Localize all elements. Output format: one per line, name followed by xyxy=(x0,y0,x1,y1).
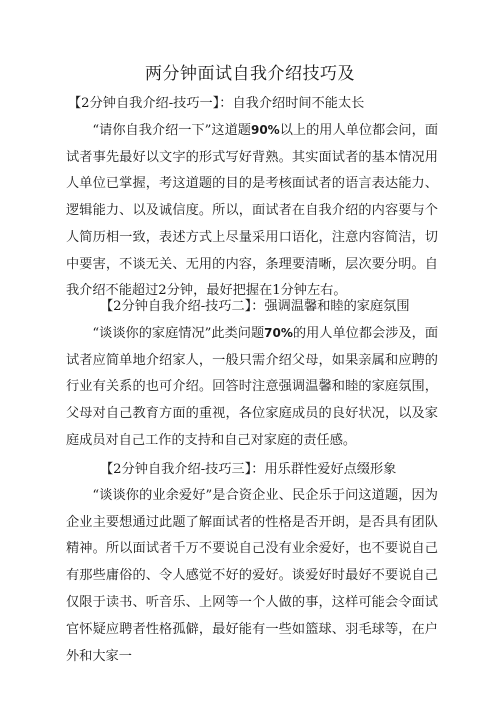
section-heading-2: 【2分钟自我介绍-技巧二】：强调温馨和睦的家庭氛围 xyxy=(100,299,410,314)
paragraph-2-number: 70% xyxy=(264,326,293,340)
paragraph-1-part-b: 以上的用人单位都会问，面试者事先最好以文字的形式写好背熟。其实面试者的基本情况用人单位已掌握，考这道题的目的是考核面试者的语言表达能力、逻辑能力、以及诚信度。所以，面试者在自我介绍的内容要与个人简历相一致，表述方式上尽量采用口语化，注意内容简洁，切中要害，不谈无关、无用的内容，条理要清晰，层次要分明。自我介绍不能超过2分钟，最好把握在1分钟左右。 xyxy=(66,123,439,299)
paragraph-2-part-a: “谈谈你的家庭情况”此类问题 xyxy=(92,326,265,341)
paragraph-1 xyxy=(66,117,438,305)
paragraph-2 xyxy=(66,320,438,455)
section-heading-3: 【2分钟自我介绍-技巧三】：用乐群性爱好点缀形象 xyxy=(100,462,397,477)
paragraph-3-part-a: “谈谈你的业余爱好”是合资企业、民企乐于问这道题，因为企业主要想通过此题了解面试者的性格是否开朗，是否具有团队精神。所以面试者千万不要说自己没有业余爱好，也不要说自己有那些庸俗的、令人感觉不好的爱好。谈爱好时最好不要说自己仅限于读书、听音乐、上网等一个人做的事，这样可能会令面试官怀疑应聘者性格孤僻，最好能有一些如篮球、羽毛球等，在户外和大家一 xyxy=(66,488,438,665)
section-body-1 xyxy=(66,117,438,305)
paragraph-3 xyxy=(66,483,438,671)
section-body-3 xyxy=(66,483,438,671)
section-body-2 xyxy=(66,320,438,455)
paragraph-1-part-a: “请你自我介绍一下”这道题 xyxy=(92,123,251,138)
paragraph-1-number: 90% xyxy=(250,123,280,137)
document-title: 两分钟面试自我介绍技巧及 xyxy=(145,64,355,84)
paragraph-2-part-b: 的用人单位都会涉及，面试者应简单地介绍家人，一般只需介绍父母，如果亲属和应聘的行业有关系的也可介绍。回答时注意强调温馨和睦的家庭氛围，父母对自己教育方面的重视，各位家庭成员的良好状况，以及家庭成员对自己工作的支持和自己对家庭的责任感。 xyxy=(66,326,439,448)
section-heading-1: 【2分钟自我介绍-技巧一】：自我介绍时间不能太长 xyxy=(68,96,365,111)
